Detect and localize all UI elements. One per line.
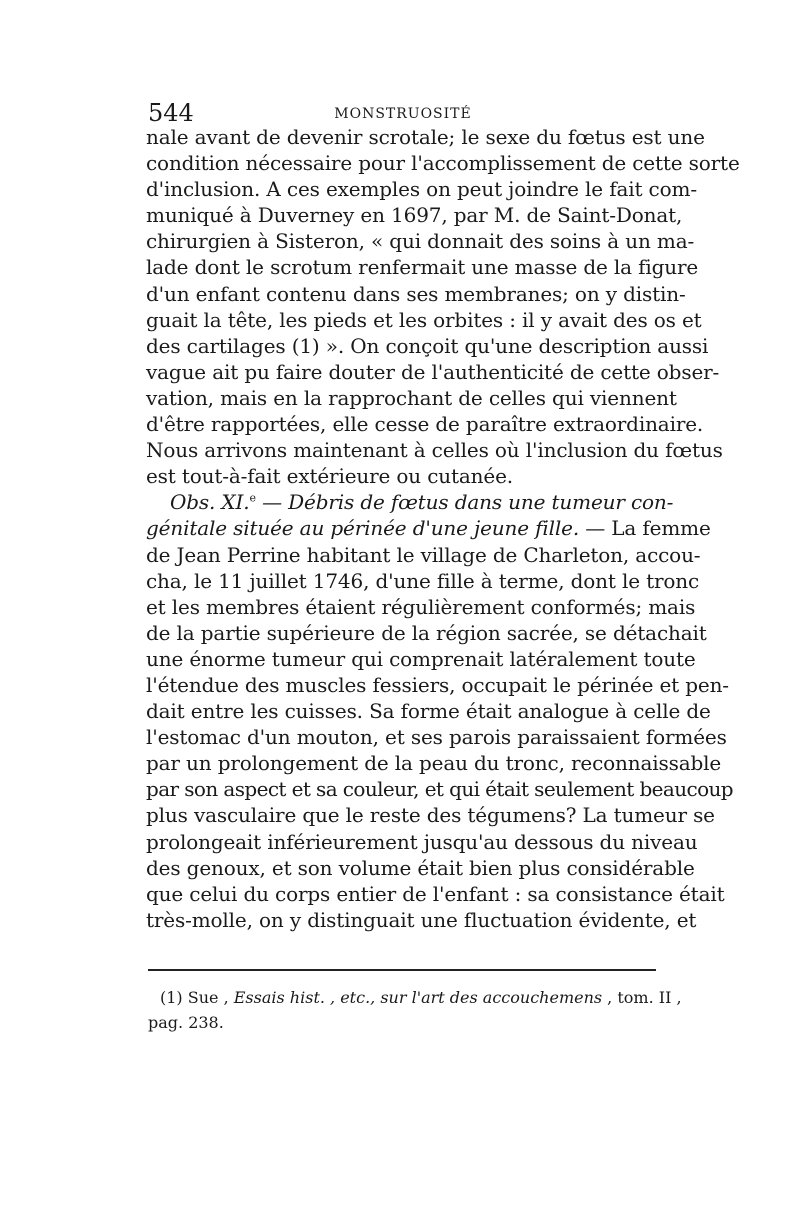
text-line: guait la tête, les pieds et les orbites : il y avait des os et (146, 307, 702, 332)
text-line: chirurgien à Sisteron, « qui donnait des soins à un ma- (146, 229, 695, 254)
text-line: nale avant de devenir scrotale; le sexe du fœtus est une (146, 125, 705, 149)
observation-heading-line (146, 489, 674, 515)
observation-superscript: e (249, 491, 256, 505)
text-line: que celui du corps entier de l'enfant : sa consistance était (146, 881, 725, 906)
footnote-line (148, 985, 682, 1010)
running-title: MONSTRUOSITÉ (334, 106, 472, 122)
text-line: par un prolongement de la peau du tronc, reconnaissable (146, 751, 722, 776)
text-line: Nous arrivons maintenant à celles où l'inclusion du fœtus (146, 438, 723, 463)
text-line: muniqué à Duverney en 1697, par M. de Saint-Donat, (146, 203, 683, 228)
text-line: une énorme tumeur qui comprenait latéralement toute (146, 646, 696, 671)
text-line: l'étendue des muscles fessiers, occupait le périnée et pen- (146, 672, 729, 697)
text-line: vation, mais en la rapprochant de celles qui viennent (146, 385, 677, 410)
observation-label: Obs. XI. (170, 490, 250, 515)
text-line: plus vasculaire que le reste des tégumens? La tumeur se (146, 803, 715, 828)
footnote-marker: (1) Sue , (160, 988, 234, 1007)
footnote-title: Essais hist. , etc., sur l'art des accouchemens (233, 988, 603, 1007)
body-text (146, 124, 740, 933)
text-line: d'un enfant contenu dans ses membranes; on y distin- (146, 281, 686, 306)
footnote (148, 985, 682, 1035)
text-line: est tout-à-fait extérieure ou cutanée. (146, 464, 513, 489)
text-line: d'être rapportées, elle cesse de paraître extraordinaire. (146, 412, 704, 437)
footnote-divider (148, 969, 656, 971)
text-line: d'inclusion. A ces exemples on peut joindre le fait com- (146, 177, 697, 202)
text-line: par son aspect et sa couleur, et qui était seulement beaucoup (146, 777, 734, 802)
text-line: de Jean Perrine habitant le village de Charleton, accou- (146, 542, 701, 567)
footnote-line: pag. 238. (148, 1013, 224, 1032)
text-line: l'estomac d'un mouton, et ses parois paraissaient formées (146, 725, 727, 750)
text-line (146, 515, 711, 541)
page-number: 544 (148, 99, 194, 127)
text-line: lade dont le scrotum renfermait une masse de la figure (146, 255, 699, 280)
text-line: très-molle, on y distinguait une fluctuation évidente, et (146, 907, 697, 932)
text-fragment: — La femme (579, 516, 711, 541)
text-line: et les membres étaient régulièrement conformés; mais (146, 594, 696, 619)
text-line: vague ait pu faire douter de l'authenticité de cette obser- (146, 359, 720, 384)
observation-title-part2: génitale située au périnée d'une jeune fille. (146, 516, 580, 541)
observation-title-part1: — Débris de fœtus dans une tumeur con- (255, 490, 674, 515)
text-line: prolongeait inférieurement jusqu'au dessous du niveau (146, 829, 698, 854)
text-line: cha, le 11 juillet 1746, d'une fille à terme, dont le tronc (146, 568, 700, 593)
text-line: condition nécessaire pour l'accomplissement de cette sorte (146, 151, 740, 176)
text-line: de la partie supérieure de la région sacrée, se détachait (146, 620, 707, 645)
text-line: dait entre les cuisses. Sa forme était analogue à celle de (146, 699, 711, 724)
text-line: des cartilages (1) ». On conçoit qu'une description aussi (146, 333, 709, 358)
footnote-reference: , tom. II , (602, 988, 682, 1007)
text-line: des genoux, et son volume était bien plus considérable (146, 855, 695, 880)
